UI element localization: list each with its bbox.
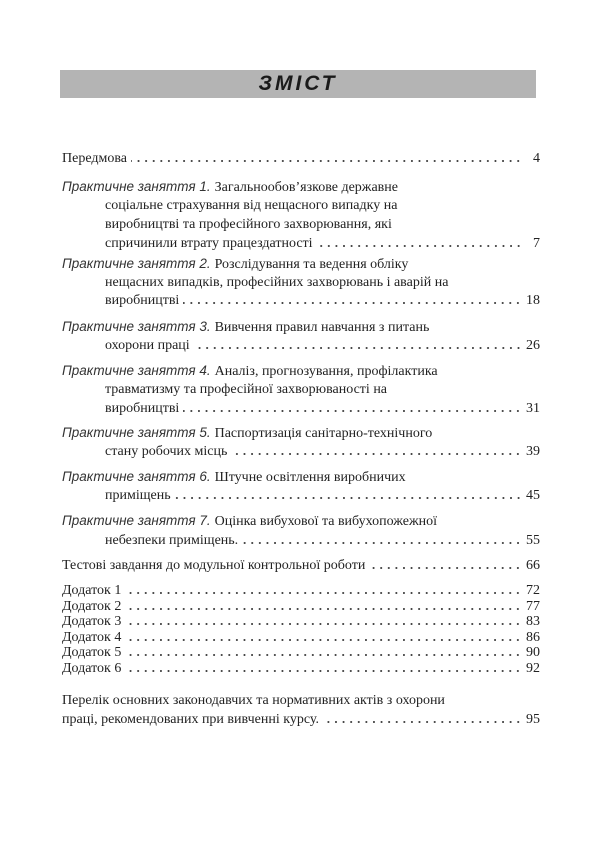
entry-text: Аналіз, прогнозування, профілактика xyxy=(214,364,438,379)
page-number: 77 xyxy=(526,599,540,614)
page-number: 31 xyxy=(526,401,540,416)
toc-entry-pz1[interactable] xyxy=(62,177,540,196)
dot-leader xyxy=(317,244,522,248)
toc-entry-tests[interactable] xyxy=(62,556,540,575)
entry-line xyxy=(105,196,540,215)
dot-leader xyxy=(242,541,522,545)
entry-line xyxy=(105,336,540,355)
entry-line xyxy=(105,531,540,550)
page-number: 66 xyxy=(526,558,540,573)
entry-line xyxy=(105,291,540,310)
entry-label: Практичне заняття 1. xyxy=(62,179,211,194)
entry-label: Практичне заняття 6. xyxy=(62,469,211,484)
entry-line xyxy=(105,442,540,461)
dot-leader xyxy=(125,638,522,642)
entry-text: виробництві xyxy=(105,293,180,308)
toc-entry-pz7[interactable] xyxy=(62,511,540,530)
entry-label: Практичне заняття 3. xyxy=(62,319,211,334)
entry-text: спричинили втрату працездатності xyxy=(105,236,313,251)
page-number: 4 xyxy=(533,151,540,166)
entry-text: Загальнообов’язкове державне xyxy=(214,180,399,195)
dot-leader xyxy=(183,301,522,305)
entry-label: Практичне заняття 4. xyxy=(62,363,211,378)
page-number: 39 xyxy=(526,444,540,459)
entry-line xyxy=(105,399,540,418)
entry-line xyxy=(105,486,540,505)
toc-entry-laws[interactable] xyxy=(62,691,540,710)
dot-leader xyxy=(175,496,522,500)
toc-entry-pz4[interactable] xyxy=(62,361,540,380)
page-number: 18 xyxy=(526,293,540,308)
toc-entry-pz2[interactable] xyxy=(62,254,540,273)
entry-line xyxy=(62,710,540,729)
entry-text: Оцінка вибухової та вибухопожежної xyxy=(214,514,438,529)
toc-entry-pz6[interactable] xyxy=(62,467,540,486)
entry-text: Розслідування та ведення обліку xyxy=(214,257,409,272)
dot-leader xyxy=(369,566,522,570)
page-number: 90 xyxy=(526,645,540,660)
entry-text: Тестові завдання до модульної контрольної роботи xyxy=(62,558,366,573)
dot-leader xyxy=(231,452,522,456)
entry-text: травматизму та професійної захворюваності на xyxy=(105,382,388,397)
entry-text: Перелік основних законодавчих та нормативних актів з охорони xyxy=(62,693,445,708)
entry-text: праці, рекомендованих при вивченні курсу. xyxy=(62,712,319,727)
entry-line xyxy=(105,234,540,253)
dot-leader xyxy=(323,720,522,724)
dot-leader xyxy=(194,346,522,350)
entry-text: Штучне освітлення виробничих xyxy=(214,470,406,485)
page-number: 26 xyxy=(526,338,540,353)
toc-entry-pz5[interactable] xyxy=(62,423,540,442)
entry-text: Передмова xyxy=(62,151,127,166)
entry-text: виробництві та професійного захворювання, які xyxy=(105,217,392,232)
entry-label: Практичне заняття 7. xyxy=(62,513,211,528)
dot-leader xyxy=(125,607,522,611)
entry-text: Додаток 6 xyxy=(62,661,122,676)
dot-leader xyxy=(125,653,522,657)
entry-text: Додаток 3 xyxy=(62,614,122,629)
entry-label: Практичне заняття 2. xyxy=(62,256,211,271)
entry-line xyxy=(105,215,540,234)
entry-text: нещасних випадків, професійних захворювань і аварій на xyxy=(105,275,449,290)
page-number: 7 xyxy=(533,236,540,251)
page-number: 72 xyxy=(526,583,540,598)
entry-line xyxy=(105,380,540,399)
entry-text: соціальне страхування від нещасного випадку на xyxy=(105,198,398,213)
entry-text: охорони праці xyxy=(105,338,190,353)
entry-text: Вивчення правил навчання з питань xyxy=(214,320,430,335)
dot-leader xyxy=(125,591,522,595)
title-bar xyxy=(60,70,536,98)
entry-text: небезпеки приміщень. xyxy=(105,533,239,548)
entry-label: Практичне заняття 5. xyxy=(62,425,211,440)
dot-leader xyxy=(125,669,522,673)
page-number: 86 xyxy=(526,630,540,645)
entry-text: Додаток 1 xyxy=(62,583,122,598)
dot-leader xyxy=(183,409,522,413)
page-number: 55 xyxy=(526,533,540,548)
page-number: 83 xyxy=(526,614,540,629)
entry-text: Додаток 2 xyxy=(62,599,122,614)
dot-leader xyxy=(125,622,522,626)
toc-entry-appendix[interactable] xyxy=(62,659,540,678)
toc-entry-preface[interactable] xyxy=(62,149,540,168)
entry-text: виробництві xyxy=(105,401,180,416)
page-number: 95 xyxy=(526,712,540,727)
entry-text: Додаток 4 xyxy=(62,630,122,645)
page-number: 92 xyxy=(526,661,540,676)
entry-text: стану робочих місць xyxy=(105,444,228,459)
entry-line xyxy=(105,273,540,292)
toc-entry-pz3[interactable] xyxy=(62,317,540,336)
page-number: 45 xyxy=(526,488,540,503)
entry-text: Додаток 5 xyxy=(62,645,122,660)
dot-leader xyxy=(131,159,522,163)
entry-text: Паспортизація санітарно-технічного xyxy=(214,426,433,441)
entry-text: приміщень xyxy=(105,488,171,503)
page-title: ЗМІСТ xyxy=(258,72,338,95)
